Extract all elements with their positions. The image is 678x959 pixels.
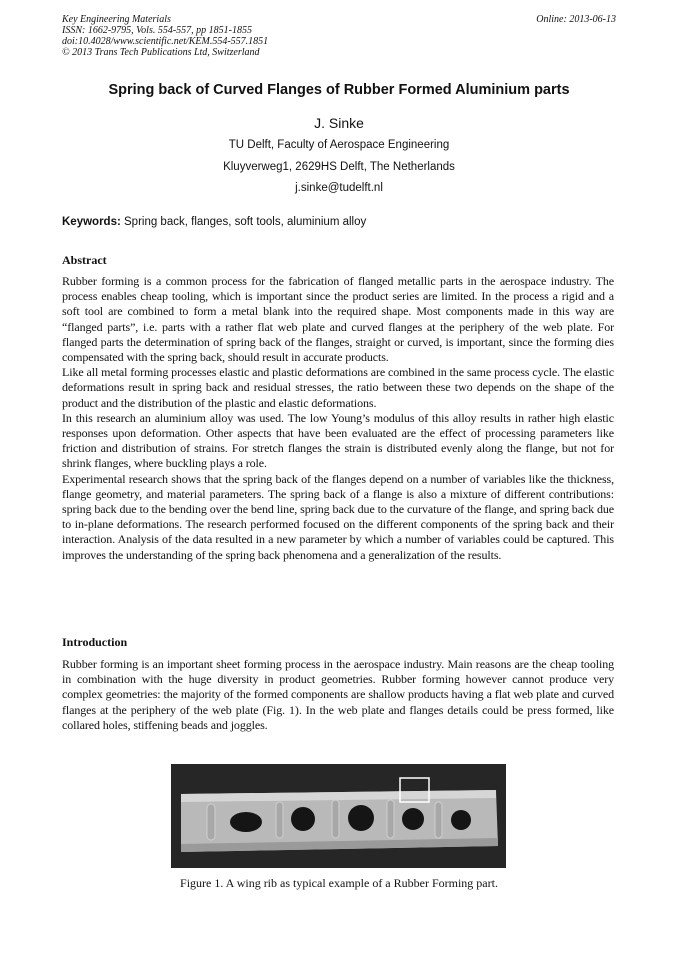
affiliation-line-1: TU Delft, Faculty of Aerospace Engineering — [228, 139, 450, 151]
journal-name: Key Engineering Materials — [62, 14, 171, 25]
wing-rib-photo — [171, 764, 506, 868]
journal-header — [62, 14, 616, 58]
abstract-paragraph: Experimental research shows that the spring back of the flanges depend on a number of variables like the thickness, flange geometry, and material parameters. The spring back of a flange is also a mixture of different contributions: spring back due to the bending over the bend line, spring back due to the curvature of the flange, and spring back due to in-plane deformations. The research performed focused on the different components of the spring back and their interaction. Analysis of the data resulted in a new parameter by which a number of variables could be captured. This improves the understanding of the spring back phenomena and a generalization of the results. — [62, 471, 614, 562]
introduction-body — [62, 657, 614, 733]
abstract-paragraph: Like all metal forming processes elastic and plastic deformations are combined in the same process cycle. The elastic deformations result in spring back and residual stresses, the ratio between these two depends on the shape of the product and the distribution of the plastic and elastic deformations. — [62, 365, 614, 410]
wing-rib-illustration — [171, 764, 506, 868]
author-email[interactable]: j.sinke@tudelft.nl — [295, 182, 383, 194]
figure-caption: Figure 1. A wing rib as typical example of a Rubber Forming part. — [180, 876, 498, 890]
affiliation-line-2: Kluyverweg1, 2629HS Delft, The Netherlands — [223, 161, 455, 173]
author-name: J. Sinke — [314, 115, 364, 131]
keywords — [62, 216, 616, 228]
abstract-body — [62, 274, 614, 563]
online-date: Online: 2013-06-13 — [536, 14, 616, 25]
introduction-heading: Introduction — [62, 635, 128, 649]
introduction-paragraph: Rubber forming is an important sheet forming process in the aerospace industry. Main reasons are the cheap tooling in combination with the huge diversity in product geometries. Rubber forming however cannot produce very complex geometries: the majority of the formed components are shallow products having a flat web plate and curved flanges at the periphery of the web plate (Fig. 1). In the web plate and flanges details could be press formed, like collared holes, stiffening beads and joggles. — [62, 657, 614, 732]
issn-line: ISSN: 1662-9795, Vols. 554-557, pp 1851-1855 — [62, 25, 252, 36]
abstract-paragraph: In this research an aluminium alloy was used. The low Young’s modulus of this alloy results in rather high elastic responses upon deformation. Other aspects that have been evaluated are the effect of processing parameters like friction and distribution of strains. For stretch flanges the strain is distributed evenly along the flange, but not for shrink flanges, where buckling plays a role. — [62, 410, 614, 471]
abstract-heading: Abstract — [62, 253, 107, 267]
copyright-line: © 2013 Trans Tech Publications Ltd, Switzerland — [62, 47, 260, 58]
keywords-text: Spring back, flanges, soft tools, aluminium alloy — [124, 216, 367, 228]
paper-title: Spring back of Curved Flanges of Rubber Formed Aluminium parts — [108, 82, 570, 98]
doi-line: doi:10.4028/www.scientific.net/KEM.554-557.1851 — [62, 36, 269, 47]
abstract-paragraph: Rubber forming is a common process for the fabrication of flanged metallic parts in the aerospace industry. The process enables cheap tooling, which is important since the product series are limited. In the process a rigid and a soft tool are combined to form a metal blank into the required shape. Most components made in this way are “flanged parts”, i.e. parts with a rather flat web plate and curved flanges at the periphery of the web plate. For flanged parts the determination of spring back of the flanges, straight or curved, is important, since the forming dies compensated with the spring back, should result in accurate products. — [62, 274, 614, 365]
keywords-label: Keywords: — [62, 216, 121, 228]
